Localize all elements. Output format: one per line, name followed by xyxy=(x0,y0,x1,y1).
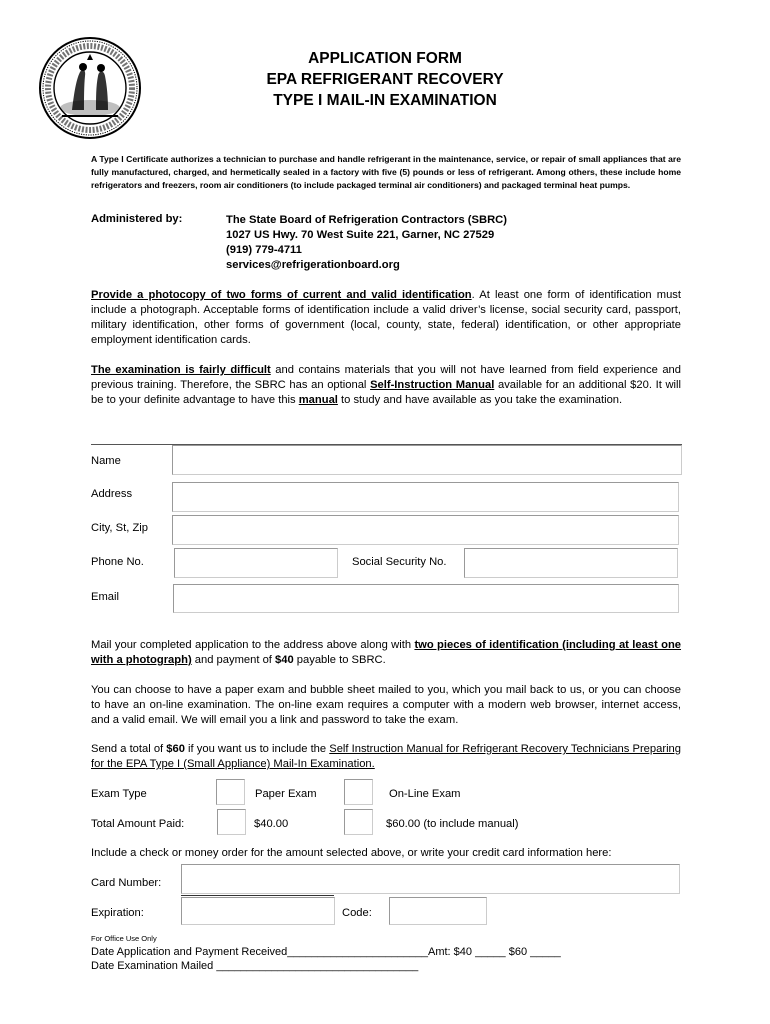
code-field[interactable] xyxy=(389,897,487,925)
manual-word: manual xyxy=(298,394,338,406)
exam-note-paragraph xyxy=(91,363,681,408)
send-amount: $60 xyxy=(166,743,185,755)
send-text-2: if you want us to include the xyxy=(184,743,330,755)
city-field[interactable] xyxy=(172,515,679,545)
online-exam-checkbox[interactable] xyxy=(344,779,373,805)
amount-40-checkbox[interactable] xyxy=(217,809,246,835)
amount-60-label: $60.00 (to include manual) xyxy=(386,818,519,830)
send-text-1: Send a total of xyxy=(91,743,167,755)
ssn-field[interactable] xyxy=(464,548,678,578)
office-mailed-line: Date Examination Mailed _________________________________ xyxy=(91,960,419,972)
send-paragraph xyxy=(91,742,681,772)
name-field[interactable] xyxy=(172,445,682,475)
mail-ids: two pieces of identification (including at least one with a photograph) xyxy=(91,639,682,666)
choose-paragraph: You can choose to have a paper exam and bubble sheet mailed to you, which you mail back to us, or you can choose to have an on-line examination. The on-line exam requires a computer with a modern web browser, internet access, and a valid email. We will email you a link and password to take the exam. xyxy=(91,684,681,726)
identification-text: . At least one form of identification must include a photograph. Acceptable forms of identification include a valid driver’s license, social security card, passport, military identification, other forms of government (local, county, state, federal) identification, or other appropriate employment identification cards. xyxy=(91,289,682,346)
phone-label: Phone No. xyxy=(91,556,144,568)
mail-text-2: and payment of xyxy=(191,654,276,666)
administrator-address: 1027 US Hwy. 70 West Suite 221, Garner, NC 27529 xyxy=(226,229,495,241)
paper-exam-checkbox[interactable] xyxy=(216,779,245,805)
exam-note-text-1: and contains materials that you will not have learned from field experience and previous training. Therefore, the SBRC has an optional xyxy=(91,364,681,391)
administrator-email: services@refrigerationboard.org xyxy=(226,259,400,271)
online-exam-label: On-Line Exam xyxy=(389,788,461,800)
phone-field[interactable] xyxy=(174,548,338,578)
card-number-underline xyxy=(181,895,334,896)
identification-lead: Provide a photocopy of two forms of current and valid identification xyxy=(91,289,472,301)
paper-exam-label: Paper Exam xyxy=(255,788,317,800)
identification-paragraph xyxy=(91,288,681,348)
state-seal-icon xyxy=(38,36,142,140)
intro-paragraph: A Type I Certificate authorizes a technician to purchase and handle refrigerant in the maintenance, service, or repair of small appliances that are fully manufactured, charged, and hermetically sealed in a factory with five (5) pounds or less of refrigerant. Among others, these include home refrigerators and freezers, room air conditioners (to include packaged terminal air conditioners) and packaged terminal heat pumps. xyxy=(91,154,681,190)
office-use-header: For Office Use Only xyxy=(91,934,157,943)
city-label: City, St, Zip xyxy=(91,522,148,534)
administered-by-label: Administered by: xyxy=(91,213,183,225)
amount-40-label: $40.00 xyxy=(254,818,289,830)
total-paid-label: Total Amount Paid: xyxy=(91,818,185,830)
email-label: Email xyxy=(91,591,119,603)
administrator-name: The State Board of Refrigeration Contractors (SBRC) xyxy=(226,214,507,226)
exam-type-label: Exam Type xyxy=(91,788,147,800)
exam-note-text-2: available for an additional $20. It will be to your definite advantage to have this xyxy=(91,379,681,406)
amount-60-checkbox[interactable] xyxy=(344,809,373,835)
card-number-field[interactable] xyxy=(181,864,680,894)
administrator-phone: (919) 779-4711 xyxy=(226,244,302,256)
mail-text-1: Mail your completed application to the address above along with xyxy=(91,639,415,651)
send-manual: Self Instruction Manual for Refrigerant Recovery Technicians Preparing for the EPA Type I (Small Appliance) Mail-In Examination. xyxy=(91,743,681,770)
name-label: Name xyxy=(91,455,121,467)
code-label: Code: xyxy=(342,907,372,919)
mail-amount: $40 xyxy=(275,654,294,666)
address-label: Address xyxy=(91,488,133,500)
payment-note: Include a check or money order for the amount selected above, or write your credit card information here: xyxy=(91,847,612,859)
address-field[interactable] xyxy=(172,482,679,512)
exam-note-lead: The examination is fairly difficult xyxy=(91,364,271,376)
form-title-line1: APPLICATION FORM xyxy=(308,50,462,67)
form-title-line2: EPA REFRIGERANT RECOVERY xyxy=(266,71,504,88)
expiration-field[interactable] xyxy=(181,897,335,925)
mail-paragraph xyxy=(91,638,681,668)
expiration-label: Expiration: xyxy=(91,907,144,919)
manual-title: Self-Instruction Manual xyxy=(370,379,495,391)
mail-text-3: payable to SBRC. xyxy=(293,654,386,666)
email-field[interactable] xyxy=(173,584,679,613)
card-number-label: Card Number: xyxy=(91,877,162,889)
form-title-line3: TYPE I MAIL-IN EXAMINATION xyxy=(273,92,497,109)
administrator-block xyxy=(226,213,507,273)
office-received-line: Date Application and Payment Received_______________________Amt: $40 _____ $60 _____ xyxy=(91,946,561,958)
ssn-label: Social Security No. xyxy=(352,556,447,568)
exam-note-text-3: to study and have available as you take the examination. xyxy=(337,394,623,406)
